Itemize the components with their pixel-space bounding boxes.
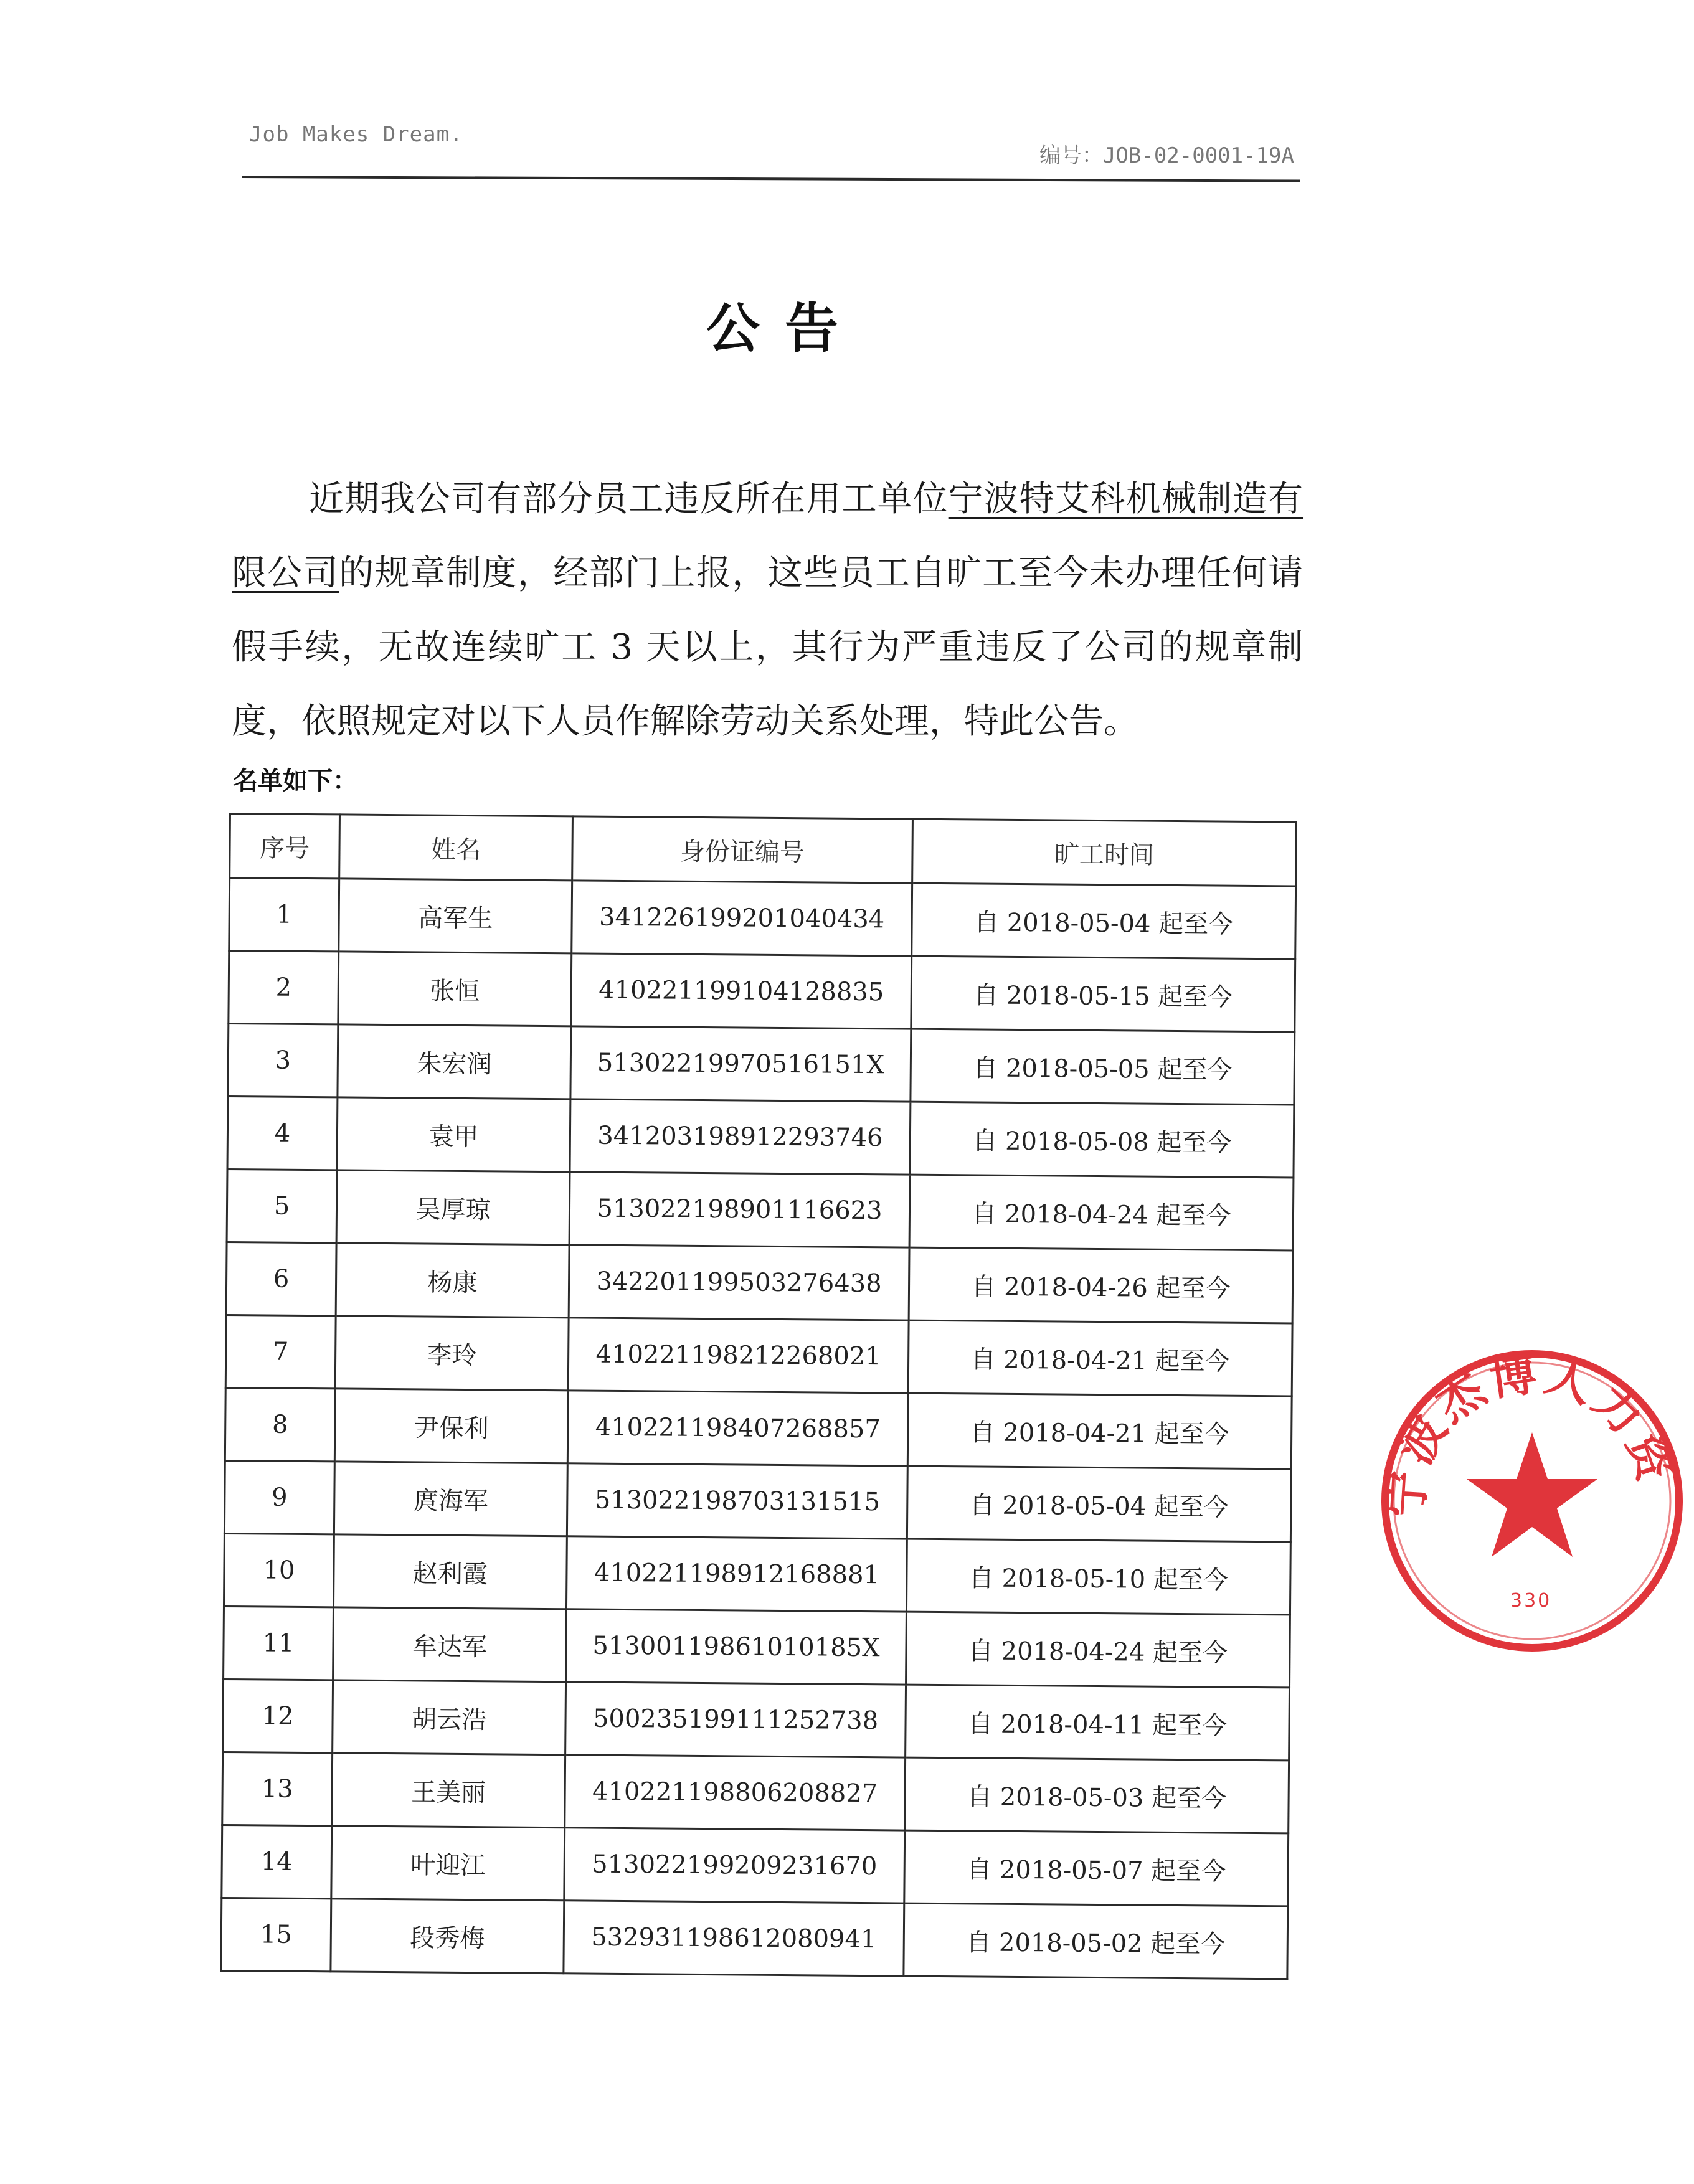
cell-name: 李玲 bbox=[335, 1316, 569, 1391]
cell-id-number: 513022198703131515 bbox=[567, 1463, 907, 1539]
table-body bbox=[221, 878, 1296, 1979]
header-name: 姓名 bbox=[339, 815, 573, 881]
table-row bbox=[222, 1752, 1289, 1833]
cell-index: 10 bbox=[224, 1533, 334, 1607]
header-slogan: Job Makes Dream. bbox=[249, 122, 463, 147]
cell-name: 段秀梅 bbox=[331, 1899, 564, 1974]
cell-index: 14 bbox=[222, 1825, 332, 1898]
cell-name: 吴厚琼 bbox=[336, 1170, 570, 1245]
cell-name: 杨康 bbox=[336, 1243, 569, 1318]
cell-absence-time: 自 2018-04-21 起至今 bbox=[907, 1393, 1292, 1469]
cell-absence-time: 自 2018-04-24 起至今 bbox=[909, 1175, 1294, 1250]
table-row bbox=[224, 1533, 1290, 1614]
cell-absence-time: 自 2018-04-11 起至今 bbox=[906, 1685, 1290, 1761]
cell-id-number: 410221198212268021 bbox=[568, 1318, 909, 1393]
table-header-row bbox=[230, 814, 1297, 886]
cell-id-number: 410221198806208827 bbox=[565, 1755, 906, 1830]
table-row bbox=[224, 1606, 1290, 1687]
announcement-body bbox=[232, 462, 1303, 759]
company-seal bbox=[1370, 1339, 1694, 1663]
cell-index: 13 bbox=[222, 1752, 333, 1825]
cell-absence-time: 自 2018-05-04 起至今 bbox=[907, 1466, 1291, 1542]
table-row bbox=[225, 1387, 1292, 1468]
cell-absence-time: 自 2018-05-10 起至今 bbox=[906, 1539, 1290, 1615]
cell-index: 8 bbox=[225, 1387, 335, 1461]
cell-absence-time: 自 2018-05-07 起至今 bbox=[904, 1830, 1289, 1906]
cell-index: 7 bbox=[225, 1315, 336, 1388]
cell-name: 胡云浩 bbox=[333, 1680, 566, 1755]
document-title: 公告 bbox=[706, 298, 863, 360]
document-number: 编号：JOB-02-0001-19A bbox=[1039, 143, 1294, 168]
body-rest: 的规章制度，经部门上报，这些员工自旷工至今未办理任何请假手续，无故连续旷工 3 天以上，其行为严重违反了公司的规章制度，依照规定对以下人员作解除劳动关系处理，特此公告。 bbox=[232, 553, 1304, 742]
body-intro: 近期我公司有部分员工违反所在用工单位 bbox=[309, 479, 949, 519]
table-row bbox=[221, 1898, 1288, 1978]
cell-name: 叶迎江 bbox=[331, 1826, 565, 1901]
cell-absence-time: 自 2018-05-03 起至今 bbox=[905, 1757, 1289, 1833]
table-row bbox=[229, 951, 1295, 1032]
cell-name: 尹保利 bbox=[334, 1389, 568, 1463]
seal-arc-text: 宁波杰博人力资 bbox=[1379, 1346, 1683, 1519]
header-index: 序号 bbox=[230, 814, 340, 879]
cell-absence-time: 自 2018-04-21 起至今 bbox=[908, 1320, 1292, 1396]
seal-code: 330 bbox=[1510, 1590, 1552, 1612]
header-absence-time: 旷工时间 bbox=[912, 819, 1297, 886]
cell-name: 庹海军 bbox=[334, 1462, 567, 1536]
list-label: 名单如下： bbox=[233, 767, 357, 795]
cell-index: 12 bbox=[223, 1679, 333, 1752]
cell-absence-time: 自 2018-04-26 起至今 bbox=[909, 1247, 1293, 1323]
cell-absence-time: 自 2018-05-08 起至今 bbox=[910, 1102, 1294, 1178]
cell-name: 朱宏润 bbox=[338, 1024, 571, 1099]
header-divider bbox=[242, 176, 1300, 182]
cell-index: 2 bbox=[229, 951, 339, 1024]
cell-index: 6 bbox=[226, 1242, 336, 1315]
cell-id-number: 532931198612080941 bbox=[564, 1901, 904, 1976]
header-id-number: 身份证编号 bbox=[572, 816, 913, 883]
company-name: 宁波特艾科机械制造有限公司 bbox=[232, 479, 1304, 593]
table-row bbox=[226, 1242, 1293, 1323]
cell-index: 9 bbox=[224, 1460, 334, 1534]
cell-index: 5 bbox=[227, 1169, 337, 1242]
table-row bbox=[222, 1825, 1289, 1906]
cell-index: 4 bbox=[227, 1096, 338, 1170]
cell-index: 15 bbox=[221, 1898, 331, 1971]
cell-id-number: 410221198407268857 bbox=[567, 1391, 908, 1466]
dismissal-table-wrap bbox=[220, 813, 1295, 1980]
table-row bbox=[225, 1315, 1292, 1396]
cell-id-number: 342201199503276438 bbox=[569, 1245, 909, 1320]
seal-star-icon bbox=[1467, 1432, 1597, 1557]
table-row bbox=[223, 1679, 1290, 1760]
cell-id-number: 513022198901116623 bbox=[569, 1172, 910, 1247]
cell-id-number: 341226199201040434 bbox=[572, 881, 912, 956]
dismissal-table bbox=[220, 813, 1297, 1980]
cell-name: 高军生 bbox=[339, 879, 572, 953]
cell-id-number: 341203198912293746 bbox=[570, 1099, 911, 1175]
table-row bbox=[227, 1096, 1294, 1177]
cell-index: 1 bbox=[229, 878, 339, 952]
cell-id-number: 410221199104128835 bbox=[571, 953, 912, 1029]
cell-absence-time: 自 2018-05-02 起至今 bbox=[904, 1903, 1288, 1979]
cell-name: 赵利霞 bbox=[333, 1534, 567, 1609]
table-row bbox=[224, 1460, 1291, 1541]
cell-absence-time: 自 2018-05-15 起至今 bbox=[911, 956, 1295, 1032]
cell-name: 袁甲 bbox=[337, 1097, 570, 1172]
cell-name: 牟达军 bbox=[333, 1607, 567, 1682]
table-row bbox=[228, 1024, 1295, 1105]
cell-absence-time: 自 2018-04-24 起至今 bbox=[906, 1612, 1290, 1688]
cell-id-number: 51300119861010185X bbox=[566, 1609, 907, 1685]
cell-name: 张恒 bbox=[338, 952, 572, 1026]
cell-id-number: 500235199111252738 bbox=[565, 1682, 906, 1757]
cell-index: 3 bbox=[228, 1024, 338, 1097]
table-row bbox=[229, 878, 1296, 959]
cell-name: 王美丽 bbox=[332, 1753, 565, 1828]
table-row bbox=[227, 1169, 1294, 1250]
cell-absence-time: 自 2018-05-04 起至今 bbox=[912, 883, 1296, 959]
cell-id-number: 51302219970516151X bbox=[570, 1026, 911, 1102]
cell-index: 11 bbox=[224, 1606, 334, 1680]
cell-absence-time: 自 2018-05-05 起至今 bbox=[911, 1029, 1295, 1105]
cell-id-number: 513022199209231670 bbox=[564, 1828, 905, 1903]
cell-id-number: 410221198912168881 bbox=[566, 1536, 907, 1612]
